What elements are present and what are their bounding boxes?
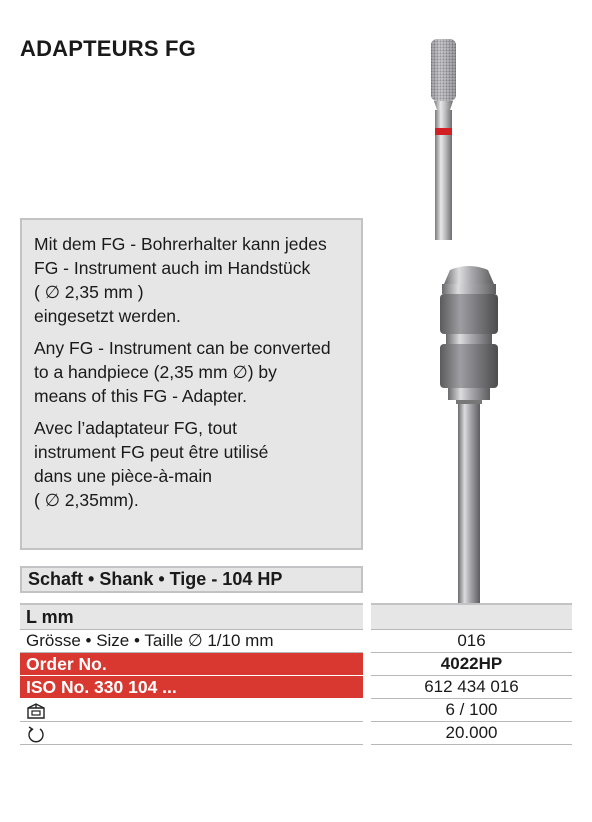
description-box	[20, 218, 363, 550]
rotation-speed-value: 20.000	[371, 722, 572, 745]
order-no-value: 4022HP	[371, 653, 572, 676]
size-value: 016	[371, 630, 572, 653]
fg-bur-image	[420, 30, 480, 240]
iso-no-value: 612 434 016	[371, 676, 572, 699]
description-english: Any FG - Instrument can be converted to a handpiece (2,35 mm ∅) by means of this FG - Adapter.	[34, 338, 331, 406]
package-value: 6 / 100	[371, 699, 572, 722]
iso-no-label: ISO No. 330 104 ...	[20, 676, 363, 699]
rotation-row-label	[20, 722, 363, 745]
shank-label: Schaft • Shank • Tige - 104 HP	[20, 566, 363, 593]
size-label: Grösse • Size • Taille ∅ 1/10 mm	[20, 630, 363, 653]
spec-table-values	[371, 603, 572, 745]
spec-table-labels	[20, 603, 363, 745]
page-title: ADAPTEURS FG	[20, 36, 196, 61]
length-value	[371, 603, 572, 630]
length-header: L mm	[20, 603, 363, 630]
rotation-speed-icon	[26, 725, 46, 743]
description-german: Mit dem FG - Bohrerhalter kann jedes FG - Instrument auch im Handstück ( ∅ 2,35 mm ) eingesetzt werden.	[34, 234, 327, 326]
package-icon	[26, 702, 46, 720]
fg-adapter-image	[420, 262, 520, 612]
description-french: Avec l’adaptateur FG, tout instrument FG peut être utilisé dans une pièce-à-main ( ∅ 2,35mm).	[34, 418, 269, 510]
package-row-label	[20, 699, 363, 722]
order-no-label: Order No.	[20, 653, 363, 676]
